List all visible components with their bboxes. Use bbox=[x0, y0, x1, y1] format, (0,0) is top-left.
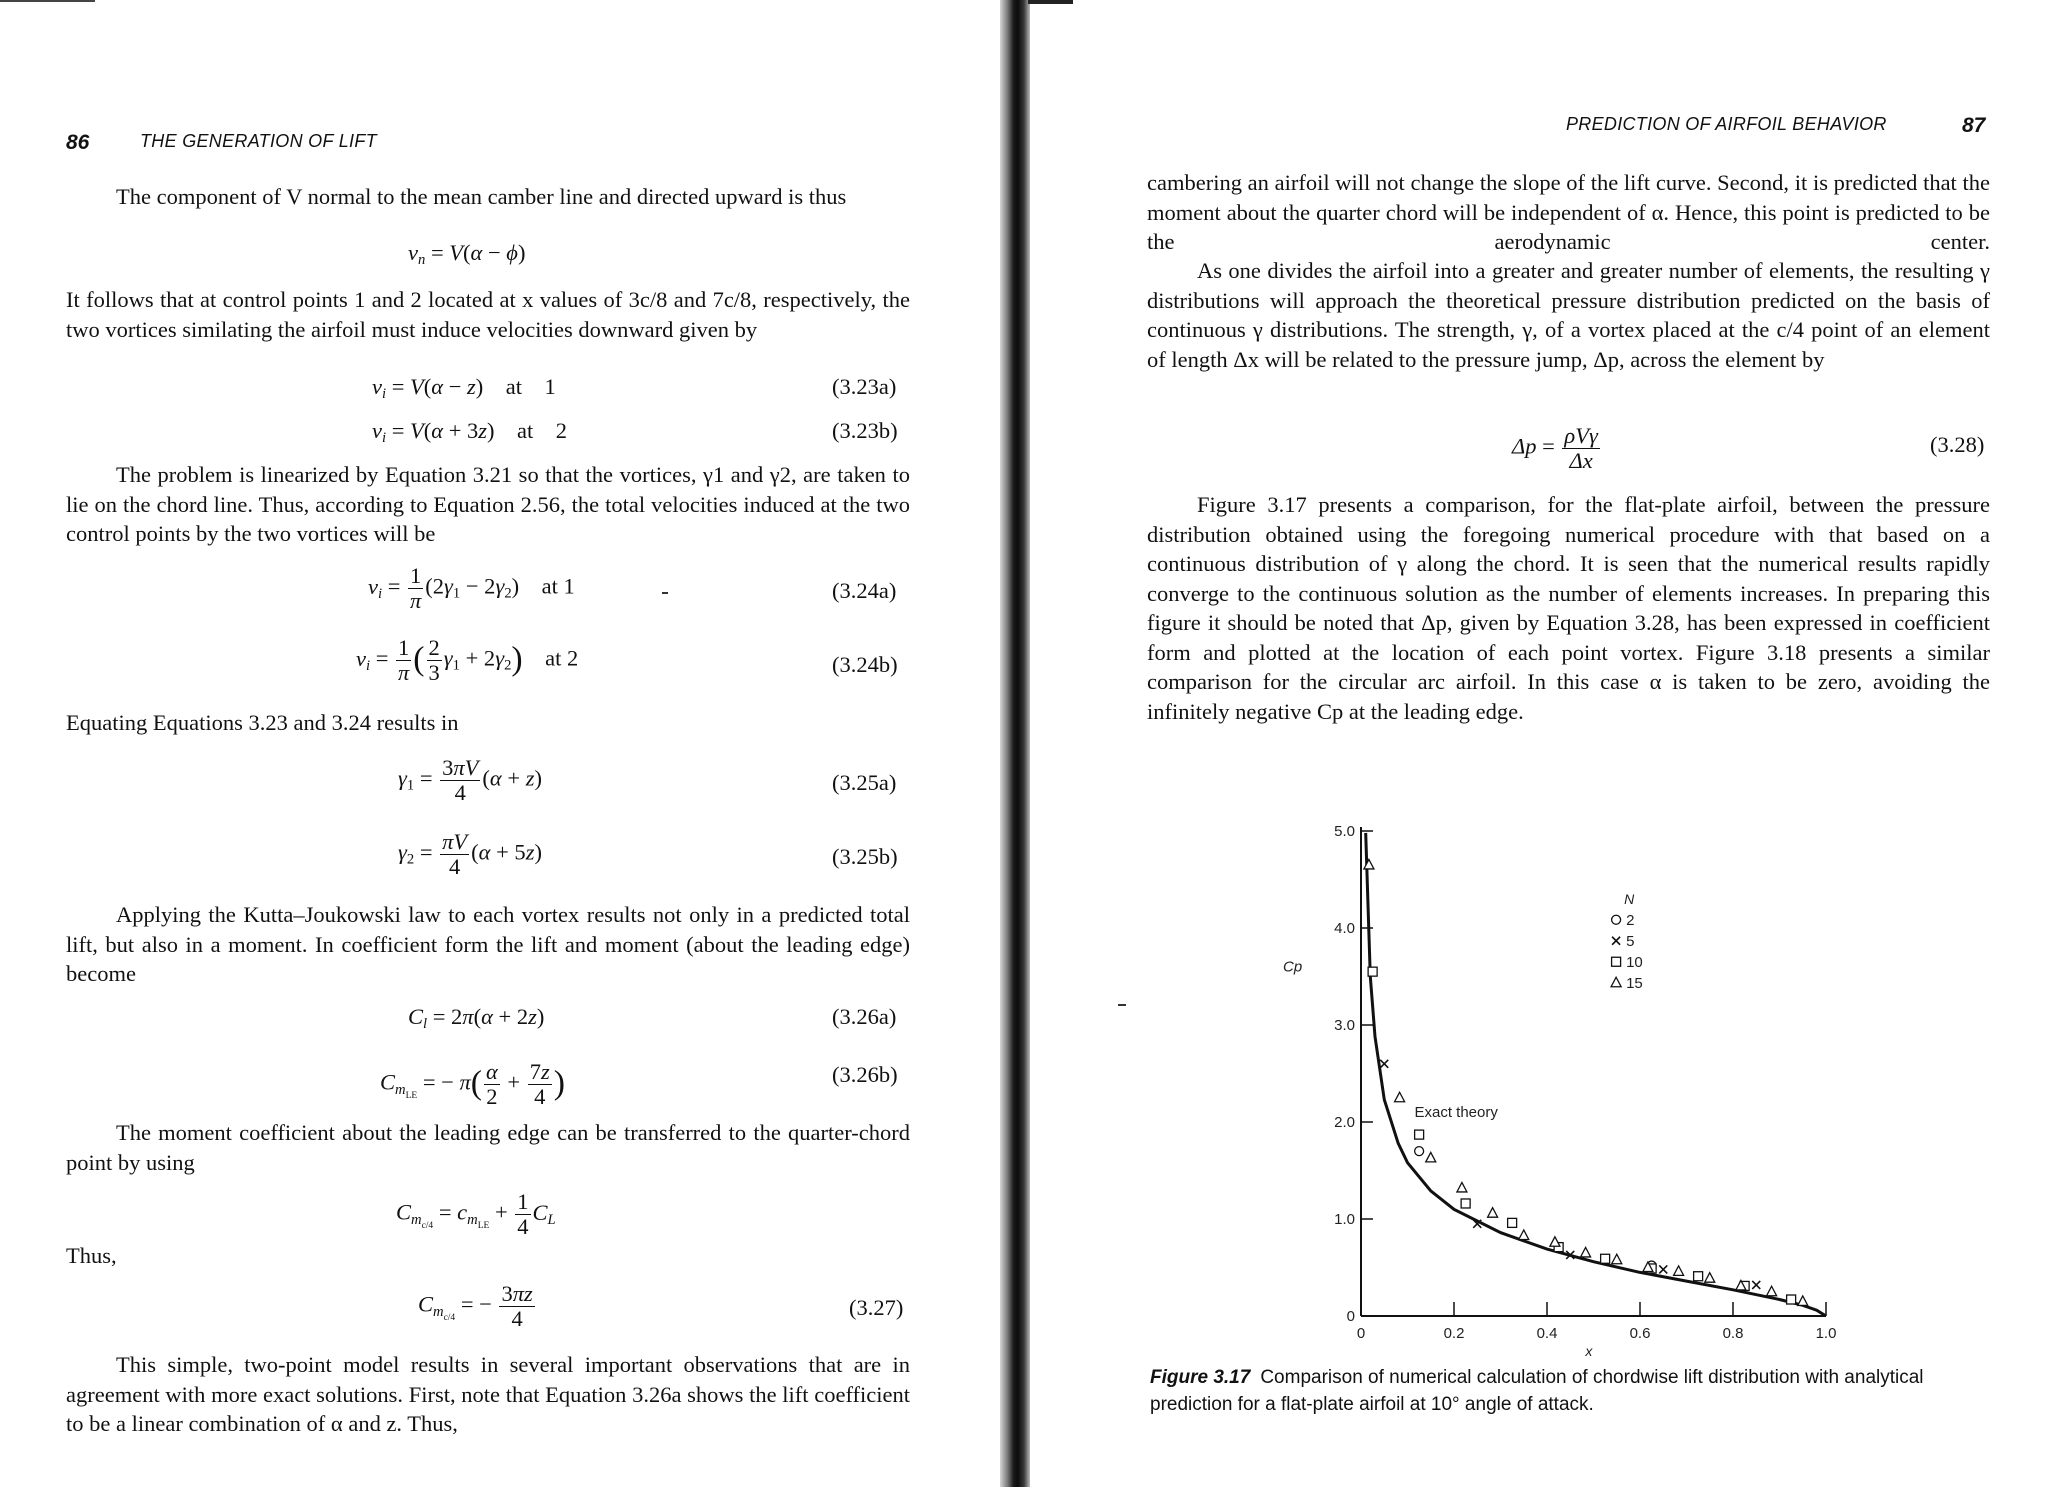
equation-label-3-24b: (3.24b) bbox=[832, 652, 898, 677]
equation-label-3-25b: (3.25b) bbox=[832, 844, 898, 869]
left-paragraph-3: The problem is linearized by Equation 3.21 so that the vortices, γ1 and γ2, are taken to lie on the chord line. Thus, according to Equation 2.56, the total velocities induced at the two control points by the two vortices will be bbox=[66, 462, 910, 546]
y-tick-label: 2.0 bbox=[1334, 1114, 1355, 1131]
equation-label-3-26b: (3.26b) bbox=[832, 1062, 898, 1087]
legend-title: N bbox=[1624, 890, 1635, 907]
chart-ticks bbox=[1283, 823, 1836, 1359]
data-point-n15 bbox=[1767, 1286, 1777, 1296]
right-paragraph-1: cambering an airfoil will not change the slope of the lift curve. Second, it is predicted that the moment about the quarter chord will be independent of α. Hence, this point is predicted to be the aerodynamic center. bbox=[1147, 170, 1990, 254]
equation-3-24a: $v_i$ = $\frac{1}{\pi}$ $(2\gamma_1 - 2\gamma_2)$ at 1 bbox=[368, 563, 575, 613]
y-axis-label: Cp bbox=[1283, 958, 1303, 976]
left-paragraph-5: Applying the Kutta–Joukowski law to each vortex results not only in a predicted total lift, but also in a moment. In coefficient form the lift and moment (about the leading edge) become bbox=[66, 902, 910, 986]
data-point-n5 bbox=[1659, 1265, 1667, 1273]
figure-caption-text: Comparison of numerical calculation of chordwise lift distribution with analytical prediction for a flat-plate airfoil at 10° angle of attack. bbox=[1150, 1367, 1924, 1415]
equation-label-3-23a: (3.23a) bbox=[832, 374, 897, 399]
equation-3-25a: $\gamma_1$ = $\frac{3\pi V}{4}$ (α + z) bbox=[398, 755, 542, 805]
equation-3-25b: $\gamma_2$ = $\frac{\pi V}{4}$ (α + 5z) bbox=[398, 829, 542, 879]
equation-moment-transfer: $C_{m_{c/4}} = c_{m_{LE}}$ + $\frac{1}{4}$ $C_L$ bbox=[396, 1189, 556, 1239]
equation-3-26a: $C_l = 2\pi(\alpha + 2z)$ bbox=[408, 1004, 545, 1032]
data-point-n15 bbox=[1457, 1182, 1467, 1192]
left-running-head: THE GENERATION OF LIFT bbox=[140, 131, 377, 151]
legend-label-n5: 5 bbox=[1626, 932, 1635, 950]
left-paragraph-8: This simple, two-point model results in several important observations that are in agreement with more exact solutions. First, note that Equation 3.26a shows the lift coefficient to be a linear combination of α and z. Thus, bbox=[66, 1352, 910, 1436]
equation-vn: $v_n = V(\alpha - \phi)$ bbox=[408, 240, 526, 268]
x-tick-label: 0 bbox=[1356, 1325, 1366, 1342]
data-point-n15 bbox=[1705, 1273, 1715, 1283]
x-tick-label: 1.0 bbox=[1815, 1325, 1837, 1342]
equation-3-27: $C_{m_{c/4}}$ = − $\frac{3\pi z}{4}$ bbox=[418, 1281, 533, 1331]
data-point-n15 bbox=[1426, 1152, 1436, 1162]
chart-legend bbox=[1611, 891, 1643, 992]
data-point-n10 bbox=[1368, 967, 1377, 976]
stray-mark bbox=[662, 592, 668, 594]
figure-3-17-chart bbox=[1280, 820, 1860, 1360]
exact-theory-label: Exact theory bbox=[1414, 1104, 1498, 1122]
margin-mark bbox=[1118, 1004, 1126, 1006]
y-tick-label: 3.0 bbox=[1334, 1017, 1355, 1034]
data-point-n10 bbox=[1694, 1272, 1703, 1281]
data-point-n5 bbox=[1752, 1281, 1760, 1289]
legend-marker-n15 bbox=[1611, 977, 1621, 987]
data-point-n15 bbox=[1519, 1230, 1529, 1240]
legend-label-n2: 2 bbox=[1626, 911, 1635, 929]
right-paragraph-2: As one divides the airfoil into a greater and greater number of elements, the resulting γ distributions will approach the theoretical pressure distribution predicted on the basis of continuous γ distributions. The strength, γ, of a vortex placed at the c/4 point of an element of length Δx will be related to the pressure jump, Δp, across the element by bbox=[1147, 258, 1990, 372]
legend-marker-n10 bbox=[1612, 957, 1621, 966]
left-page-number: 86 bbox=[66, 131, 90, 154]
data-point-n15 bbox=[1550, 1237, 1560, 1247]
equation-label-3-25a: (3.25a) bbox=[832, 770, 897, 795]
x-tick-label: 0.8 bbox=[1722, 1325, 1744, 1342]
data-point-n2 bbox=[1415, 1147, 1424, 1156]
book-gutter bbox=[1000, 0, 1030, 1487]
left-paragraph-1: The component of V normal to the mean camber line and directed upward is thus bbox=[116, 184, 847, 209]
left-page bbox=[0, 0, 1000, 1487]
legend-marker-n5 bbox=[1612, 937, 1620, 945]
equation-label-3-28: (3.28) bbox=[1930, 432, 1985, 457]
left-paragraph-2: It follows that at control points 1 and 2 located at x values of 3c/8 and 7c/8, respectively, the two vortices similating the airfoil must induce velocities downward given by bbox=[66, 287, 910, 342]
data-point-n10 bbox=[1461, 1199, 1470, 1208]
gutter-top-rule bbox=[1028, 0, 1073, 4]
figure-caption bbox=[1150, 1364, 2000, 1418]
data-point-n15 bbox=[1488, 1208, 1498, 1218]
left-paragraph-7: Thus, bbox=[66, 1243, 117, 1268]
data-point-n15 bbox=[1581, 1247, 1591, 1257]
y-tick-label: 4.0 bbox=[1334, 920, 1355, 937]
legend-marker-n2 bbox=[1612, 915, 1621, 924]
chart-curves bbox=[1366, 833, 1826, 1316]
equation-label-3-26a: (3.26a) bbox=[832, 1004, 897, 1029]
data-point-n15 bbox=[1612, 1254, 1622, 1264]
equation-label-3-27: (3.27) bbox=[849, 1295, 904, 1320]
left-paragraph-6: The moment coefficient about the leading edge can be transferred to the quarter-chord point by using bbox=[66, 1120, 910, 1175]
data-point-n10 bbox=[1415, 1130, 1424, 1139]
equation-3-24b: $v_i$ = $\frac{1}{\pi}$ ( $\frac{2}{3}$ $\gamma_1 + 2\gamma_2$) at 2 bbox=[356, 635, 579, 685]
y-tick-label: 1.0 bbox=[1334, 1211, 1355, 1228]
legend-label-n10: 10 bbox=[1626, 953, 1643, 971]
data-point-n15 bbox=[1798, 1296, 1808, 1306]
x-axis-label: x bbox=[1585, 1343, 1593, 1359]
equation-3-28: Δp = $\frac{\text{ρVγ}}{\Delta x}$ bbox=[1512, 423, 1598, 473]
equation-3-26b: $C_{m_{LE}}$ = − π( $\frac{\alpha}{2}$ + $\frac{7z}{4}$ ) bbox=[380, 1059, 566, 1109]
x-tick-label: 0.6 bbox=[1629, 1325, 1651, 1342]
equation-label-3-23b: (3.23b) bbox=[832, 418, 898, 443]
chart-axes bbox=[1361, 827, 1826, 1316]
data-point-n15 bbox=[1674, 1266, 1684, 1276]
left-paragraph-4: Equating Equations 3.23 and 3.24 results in bbox=[66, 710, 459, 735]
y-tick-label: 0 bbox=[1346, 1308, 1355, 1325]
data-point-n10 bbox=[1601, 1254, 1610, 1263]
data-point-n10 bbox=[1787, 1295, 1796, 1304]
data-point-n15 bbox=[1395, 1092, 1405, 1102]
data-point-n10 bbox=[1508, 1218, 1517, 1227]
legend-label-n15: 15 bbox=[1626, 974, 1643, 992]
figure-caption-label: Figure 3.17 bbox=[1150, 1367, 1251, 1388]
equation-3-23b: $v_i = V(\alpha + 3z)$ at 2 bbox=[372, 418, 568, 446]
right-paragraph-3: Figure 3.17 presents a comparison, for the flat-plate airfoil, between the pressure distribution obtained using the foregoing numerical procedure with that based on a continuous distribution of γ along the chord. It is seen that the numerical results rapidly converge to the continuous solution as the number of elements increases. In preparing this figure it should be noted that Δp, given by Equation 3.28, has been expressed in coefficient form and plotted at the location of each point vortex. Figure 3.18 presents a similar comparison for the circular arc airfoil. In this case α is taken to be zero, avoiding the infinitely negative Cp at the leading edge. bbox=[1147, 492, 1990, 724]
chart-markers bbox=[1364, 859, 1808, 1305]
y-tick-label: 5.0 bbox=[1334, 823, 1355, 840]
data-point-n5 bbox=[1380, 1060, 1388, 1068]
right-page-number: 87 bbox=[1962, 114, 1986, 137]
equation-label-3-24a: (3.24a) bbox=[832, 578, 897, 603]
right-running-head: PREDICTION OF AIRFOIL BEHAVIOR bbox=[1566, 114, 1887, 134]
x-tick-label: 0.2 bbox=[1443, 1325, 1465, 1342]
exact-theory-curve bbox=[1366, 833, 1826, 1316]
equation-3-23a: $v_i = V(\alpha - z)$ at 1 bbox=[372, 374, 556, 402]
x-tick-label: 0.4 bbox=[1536, 1325, 1558, 1342]
